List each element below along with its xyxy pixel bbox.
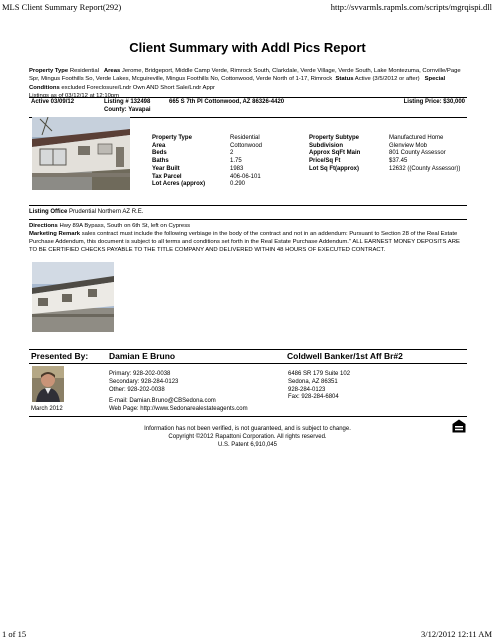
listing-photo-additional[interactable]: [32, 262, 114, 332]
agent-company: Coldwell Banker/1st Aff Br#2: [287, 351, 403, 361]
report-date: March 2012: [31, 406, 63, 412]
equal-housing-icon: [452, 419, 466, 433]
detail-value: 1.75: [230, 158, 242, 165]
detail-label: Property Type: [152, 135, 192, 141]
property-details-row: [152, 143, 472, 151]
remarks-value: sales contract must include the following verbiage in the body of the contract and not in an addendum: Pursuant to Section 28 of the Real Estate Purchase Addendum, this document is subject to all terms and conditions set forth in the Real Estate Purchase Addendum." ALL EARNEST MONEY DEPOSITS ARE TO BE CERTIFIED CHECKS PAYABLE TO THE TITLE COMPANY AND DELIVERED WITHIN 48 HOURS OF EXECUTED CONTRACT.: [29, 231, 460, 254]
detail-label: Tax Parcel: [152, 173, 182, 180]
mobile-home-photo: [32, 117, 130, 190]
criteria-special-label: Special Conditions: [29, 76, 446, 91]
detail-value: 1983: [230, 165, 244, 172]
mobile-home-side-photo: [32, 262, 114, 332]
detail-label: Area: [152, 142, 166, 149]
agent-header: [29, 350, 467, 363]
detail-value: 2: [230, 150, 234, 157]
property-details-row: [152, 174, 472, 182]
detail-value: Glenview Mob: [389, 142, 428, 149]
agent-name: Damian E Bruno: [109, 351, 176, 361]
listing-office-value: Prudential Northern AZ R.E.: [69, 209, 144, 215]
property-details-row: [152, 158, 472, 166]
print-footer-page: 1 of 15: [2, 629, 27, 639]
agent-other-phone: Other: 928-202-0038: [109, 386, 165, 393]
report-title: Client Summary with Addl Pics Report: [129, 40, 366, 55]
detail-label: Beds: [152, 150, 167, 157]
office-address: [288, 371, 350, 402]
listing-status: Active 03/09/12: [31, 99, 75, 105]
agent-contact: [109, 398, 248, 414]
agent-phones: [109, 371, 178, 394]
property-details-row: [152, 150, 472, 158]
detail-value: 406-06-101: [230, 173, 261, 180]
detail-label: Approx SqFt Main: [309, 150, 361, 157]
section-divider: [29, 363, 467, 364]
criteria-special-value: excluded Foreclosure/Lndr Own AND Short Sale/Lndr Appr: [61, 84, 215, 91]
listing-header: [29, 97, 467, 118]
office-fax: Fax: 928-284-6804: [288, 394, 339, 401]
directions-remarks: [29, 222, 469, 254]
detail-label: Price/Sq Ft: [309, 158, 341, 165]
listing-office: [29, 209, 143, 215]
property-details-row: [152, 181, 472, 189]
agent-photo: [32, 366, 64, 402]
office-address-line2: Sedona, AZ 86351: [288, 378, 338, 385]
detail-label: Year Built: [152, 165, 180, 172]
detail-value: Cottonwood: [230, 142, 263, 149]
office-address-line1: 6486 SR 179 Suite 102: [288, 371, 351, 377]
agent-primary-phone: Primary: 928-202-0038: [109, 371, 171, 377]
equal-housing-logo: [452, 419, 466, 433]
print-header-url: http://svvarmls.rapmls.com/scripts/mgrqispi.dll: [330, 2, 492, 12]
detail-value: 0.290: [230, 181, 246, 188]
listings-asof: Listings as of 03/12/12 at 12:10pm: [29, 92, 120, 99]
listing-price: Listing Price: $30,000: [403, 99, 465, 105]
criteria-status-value: Active (3/5/2012 or after): [354, 76, 420, 83]
criteria-areas-label: Areas: [103, 68, 121, 74]
avatar: [32, 366, 64, 402]
property-details: [152, 135, 472, 189]
detail-label: Lot Sq Ft(approx): [309, 165, 359, 172]
directions-value: Hwy 89A Bypass, South on 6th St, left on Cypress: [59, 223, 191, 229]
property-details-row: [152, 166, 472, 174]
remarks-label: Marketing Remark: [29, 231, 81, 238]
directions-label: Directions: [29, 223, 58, 229]
agent-email-link[interactable]: E-mail: Damian.Bruno@CBSedona.com: [109, 398, 216, 404]
disclaimer-line3: U.S. Patent 6,910,045: [217, 442, 278, 448]
property-details-row: [152, 135, 472, 143]
detail-label: Subdivision: [309, 142, 344, 149]
detail-value: Residential: [230, 135, 260, 141]
section-divider: [29, 416, 467, 417]
search-criteria: [29, 67, 469, 100]
criteria-status-label: Status: [335, 76, 354, 83]
listing-address: 665 S 7th Pl Cottonwood, AZ 86326-4420: [169, 99, 285, 105]
agent-web-link[interactable]: Web Page: http://www.Sedonarealestateagents.com: [109, 405, 248, 412]
disclaimer-line2: Copyright ©2012 Rapattoni Corporation. All rights reserved.: [168, 434, 327, 440]
section-divider: [29, 205, 467, 206]
listing-office-label: Listing Office: [29, 209, 68, 215]
criteria-areas-value: Jerome, Bridgeport, Middle Camp Verde, Rimrock South, Clarkdale, Verde Village, Verde South, Lake Montezuma, Cornville/Page Spr, Mingus Foothills So, Verde Lakes, Mcguireville, Mingus Foothills No, Cottonwood, Verde North of 1-17, Rimrock: [29, 68, 461, 83]
print-footer-date: 3/12/2012 12:11 AM: [421, 629, 492, 639]
criteria-property-type-label: Property Type: [29, 68, 69, 74]
print-header-title: MLS Client Summary Report(292): [2, 2, 122, 12]
office-phone: 928-284-0123: [288, 386, 326, 393]
detail-label: Property Subtype: [309, 135, 360, 141]
listing-photo-main[interactable]: [32, 117, 130, 190]
detail-value: $37.45: [389, 158, 408, 165]
presented-by-label: Presented By:: [31, 351, 89, 361]
agent-secondary-phone: Secondary: 928-284-0123: [109, 378, 179, 385]
detail-label: Baths: [152, 158, 169, 165]
disclaimer-line1: Information has not been verified, is not guaranteed, and is subject to change.: [144, 426, 351, 432]
detail-value: 801 County Assessor: [389, 150, 446, 157]
listing-number: Listing # 132498: [104, 99, 151, 105]
detail-value: 12632 ((County Assessor)): [389, 165, 461, 172]
disclaimer: [0, 425, 495, 449]
criteria-property-type-value: Residential: [69, 68, 99, 74]
detail-label: Lot Acres (approx): [152, 181, 206, 188]
detail-value: Manufactured Home: [389, 135, 444, 141]
section-divider: [29, 219, 467, 220]
listing-county: County: Yavapai: [104, 107, 151, 113]
